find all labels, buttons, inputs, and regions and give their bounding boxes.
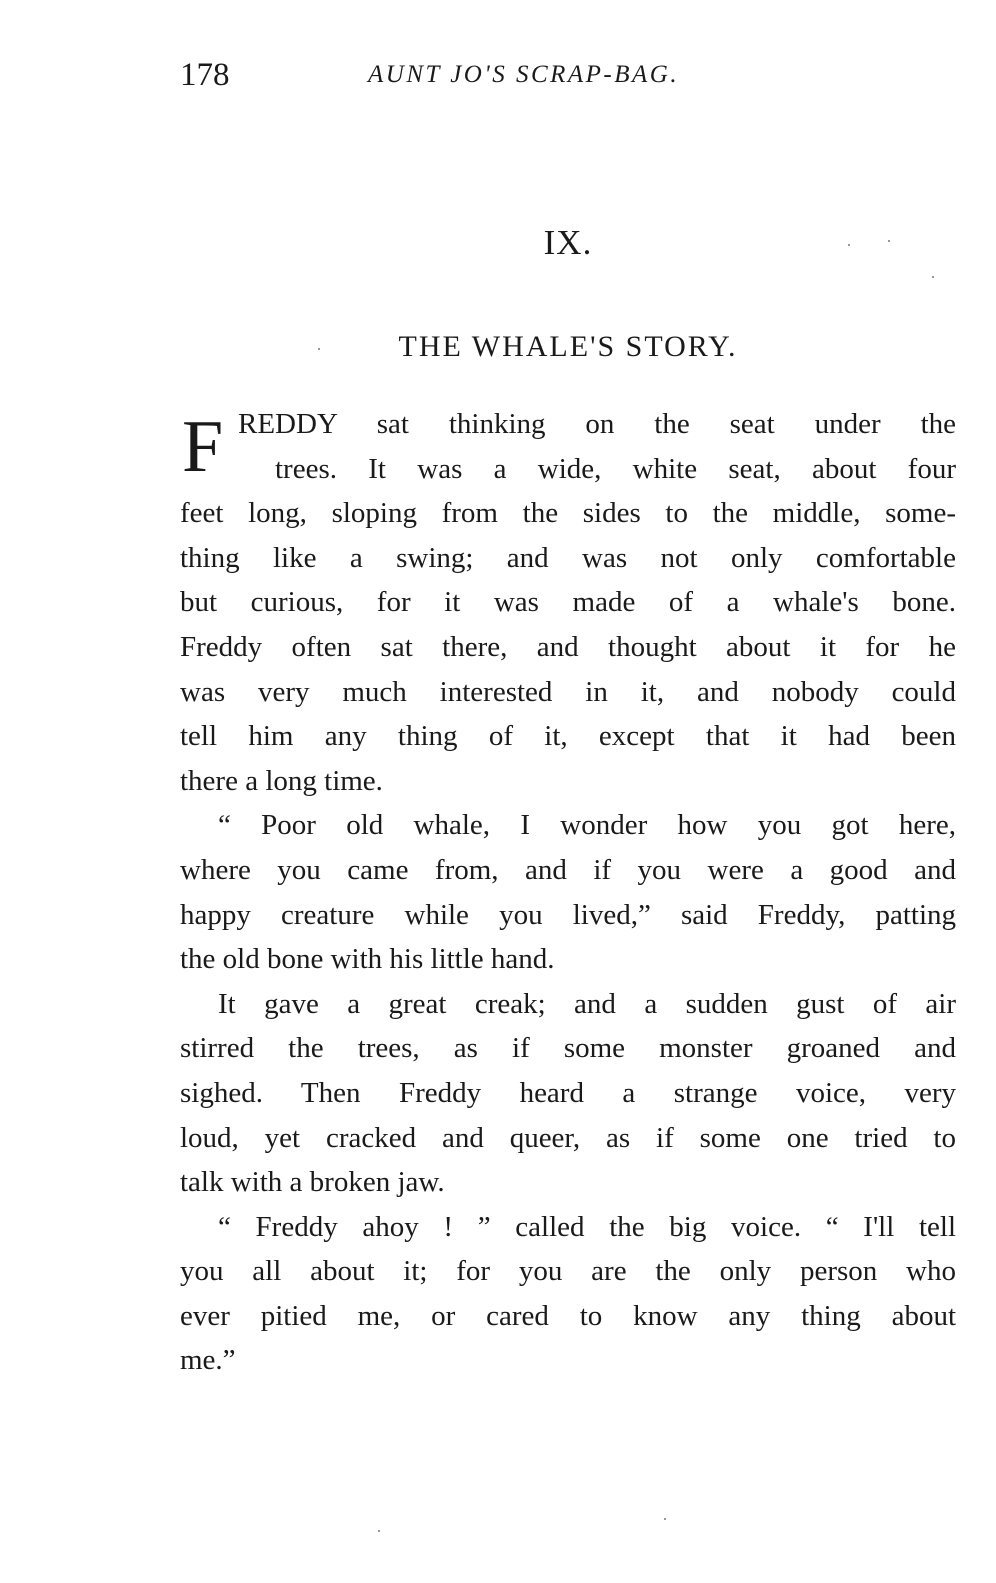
- text-line: was very much interested in it, and nobody could: [180, 675, 956, 708]
- text-line: loud, yet cracked and queer, as if some one tried to: [180, 1121, 956, 1154]
- text-line: trees. It was a wide, white seat, about four: [275, 452, 956, 485]
- paper-speck: [932, 276, 934, 278]
- text-line: where you came from, and if you were a good and: [180, 853, 956, 886]
- running-header: [180, 52, 780, 98]
- text-line: tell him any thing of it, except that it had been: [180, 720, 956, 753]
- paper-speck: [378, 1530, 380, 1532]
- chapter-body: [180, 402, 956, 1383]
- text-line: “ Freddy ahoy ! ” called the big voice. “ I'll tell: [218, 1210, 956, 1243]
- text-line: It gave a great creak; and a sudden gust of air: [218, 987, 956, 1020]
- paper-speck: [318, 348, 320, 350]
- chapter-number: IX.: [543, 223, 593, 262]
- text-line: sighed. Then Freddy heard a strange voice, very: [180, 1076, 956, 1109]
- text-line: Freddy often sat there, and thought about it for he: [180, 630, 956, 663]
- text-line: the old bone with his little hand.: [180, 943, 555, 976]
- running-title: AUNT JO'S SCRAP-BAG.: [368, 61, 680, 88]
- drop-cap: F: [182, 406, 224, 488]
- text-line: “ Poor old whale, I wonder how you got here,: [218, 809, 956, 842]
- text-line: me.”: [180, 1344, 236, 1377]
- text-line: thing like a swing; and was not only comfortable: [180, 541, 956, 574]
- text-line: talk with a broken jaw.: [180, 1166, 445, 1199]
- text-line: stirred the trees, as if some monster groaned and: [180, 1032, 956, 1065]
- text-line: but curious, for it was made of a whale's bone.: [180, 586, 956, 619]
- text-line: feet long, sloping from the sides to the middle, some-: [180, 497, 956, 530]
- paper-speck: [888, 240, 890, 242]
- text-line: you all about it; for you are the only person who: [180, 1255, 956, 1288]
- text-line: happy creature while you lived,” said Freddy, patting: [180, 898, 956, 931]
- text-line: there a long time.: [180, 764, 383, 797]
- page-number: 178: [180, 57, 230, 93]
- paper-speck: [848, 244, 850, 246]
- chapter-title: THE WHALE'S STORY.: [398, 330, 738, 363]
- text-line: ever pitied me, or cared to know any thing about: [180, 1299, 956, 1332]
- paper-speck: [664, 1518, 666, 1520]
- text-line: REDDY sat thinking on the seat under the: [238, 408, 956, 440]
